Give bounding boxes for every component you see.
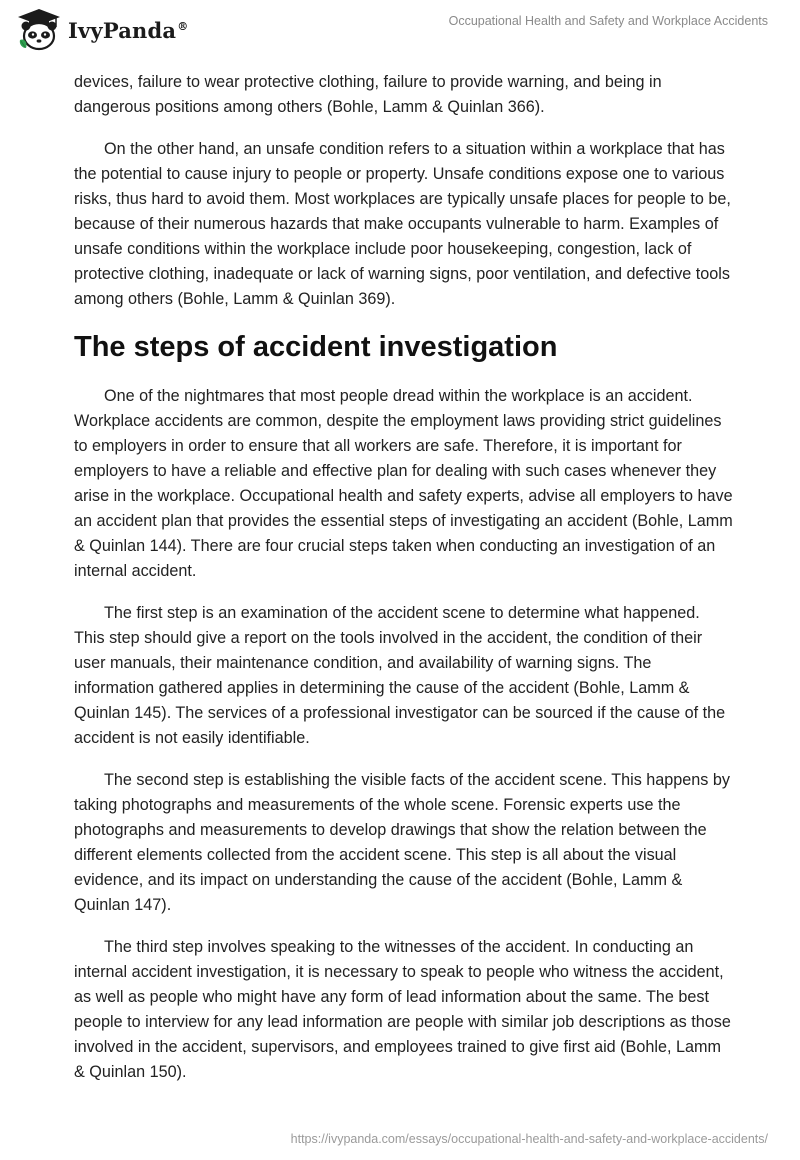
ivypanda-logo[interactable] bbox=[16, 8, 188, 52]
paragraph-first-step: The first step is an examination of the accident scene to determine what happened. This step should give a report on the tools involved in the accident, the condition of their user manuals, their maintenance condition, and availability of warning signs. The information gathered applies in determining the cause of the accident (Bohle, Lamm & Quinlan 145). The services of a professional investigator can be sourced if the cause of the accident is not easily identifiable. bbox=[74, 604, 726, 747]
section-heading: The steps of accident investigation bbox=[74, 331, 558, 363]
document-title: Occupational Health and Safety and Workplace Accidents bbox=[448, 14, 768, 28]
paragraph-intro-investigation: One of the nightmares that most people dread within the workplace is an accident. Workplace accidents are common, despite the employment laws providing strict guidelines to employers in order to ensure that all workers are safe. Therefore, it is important for employers to have a reliable and effective plan for dealing with such cases whenever they arise in the workplace. Occupational health and safety experts, advise all employers to have an accident plan that provides the essential steps of investigating an accident (Bohle, Lamm & Quinlan 144). There are four crucial steps taken when conducting an investigation of an internal accident. bbox=[74, 387, 733, 580]
paragraph-unsafe-conditions: On the other hand, an unsafe condition refers to a situation within a workplace that has the potential to cause injury to people or property. Unsafe conditions expose one to various risks, thus hard to avoid them. Most workplaces are typically unsafe places for people to be, because of their numerous hazards that make occupants vulnerable to harm. Examples of unsafe conditions within the workplace include poor housekeeping, congestion, lack of protective clothing, inadequate or lack of warning signs, poor ventilation, and defective tools among others (Bohle, Lamm & Quinlan 369). bbox=[74, 140, 731, 308]
paragraph-second-step: The second step is establishing the visible facts of the accident scene. This happens by taking photographs and measurements of the whole scene. Forensic experts use the photographs and measurements to develop drawings that show the relation between the different elements collected from the accident scene. This step is all about the visual evidence, and its impact on understanding the cause of the accident (Bohle, Lamm & Quinlan 147). bbox=[74, 771, 730, 914]
page-header bbox=[0, 0, 800, 60]
registered-mark: ® bbox=[177, 19, 189, 33]
article-body bbox=[74, 70, 734, 1102]
source-url-link[interactable]: https://ivypanda.com/essays/occupational-health-and-safety-and-workplace-accidents/ bbox=[290, 1132, 768, 1146]
panda-graduate-icon bbox=[16, 8, 62, 52]
brand-name: IvyPanda bbox=[68, 17, 177, 43]
paragraph-third-step: The third step involves speaking to the witnesses of the accident. In conducting an internal accident investigation, it is necessary to speak to people who witness the accident, as well as people who might have any form of lead information about the same. The best people to interview for any lead information are people with similar job descriptions as those involved in the accident, supervisors, and employees trained to give first aid (Bohle, Lamm & Quinlan 150). bbox=[74, 938, 731, 1081]
paragraph-continued: devices, failure to wear protective clothing, failure to provide warning, and being in dangerous positions among others (Bohle, Lamm & Quinlan 366). bbox=[74, 73, 662, 116]
